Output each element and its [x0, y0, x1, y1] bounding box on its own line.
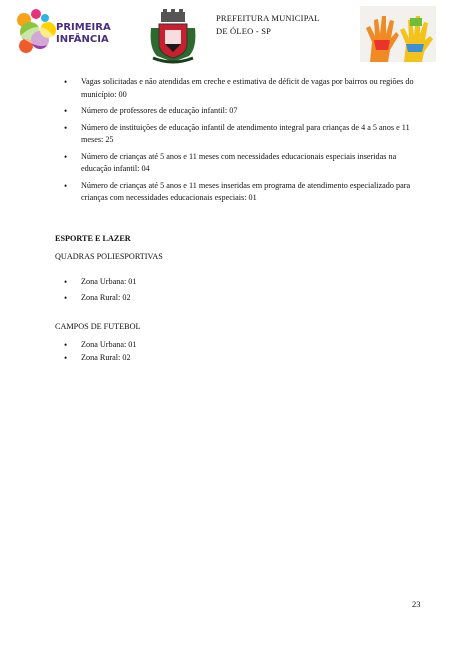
campos-list: [55, 339, 425, 364]
municipal-coat-of-arms: [147, 8, 199, 66]
list-item: • Número de crianças até 5 anos e 11 meses com necessidades educacionais especiais inseridas na educação infantil: 04: [55, 151, 425, 176]
svg-text:INFÂNCIA: INFÂNCIA: [56, 34, 109, 45]
list-item: • Zona Urbana: 01: [55, 339, 425, 352]
education-list: [55, 76, 425, 205]
quadras-title: QUADRAS POLIESPORTIVAS: [55, 252, 163, 261]
list-item: • Vagas solicitadas e não atendidas em creche e estimativa de déficit de vagas por bairros ou regiões do município: 00: [55, 76, 425, 101]
list-item: • Número de crianças até 5 anos e 11 meses inseridas em programa de atendimento especializado para crianças com necessidades educacionais especiais: 01: [55, 180, 425, 205]
page-content: [55, 76, 425, 368]
campos-title: CAMPOS DE FUTEBOL: [55, 321, 141, 331]
page-number: 23: [412, 599, 421, 609]
primeira-infancia-logo: [12, 6, 122, 58]
page-header: [0, 0, 459, 68]
header-title: [216, 12, 320, 38]
quadras-list: [55, 276, 425, 305]
list-item: • Número de professores de educação infantil: 07: [55, 105, 425, 118]
header-title-line1: PREFEITURA MUNICIPAL: [216, 13, 320, 23]
list-item: • Número de instituições de educação infantil de atendimento integral para crianças de 4 a 5 anos e 11 meses: 25: [55, 122, 425, 147]
section-title: ESPORTE E LAZER: [55, 233, 131, 243]
list-item: • Zona Urbana: 01: [55, 276, 425, 289]
header-title-line2: DE ÓLEO - SP: [216, 26, 272, 36]
list-item: • Zona Rural: 02: [55, 352, 425, 365]
painted-hands-image: [360, 6, 436, 62]
list-item: • Zona Rural: 02: [55, 292, 425, 305]
svg-text:PRIMEIRA: PRIMEIRA: [56, 22, 111, 33]
